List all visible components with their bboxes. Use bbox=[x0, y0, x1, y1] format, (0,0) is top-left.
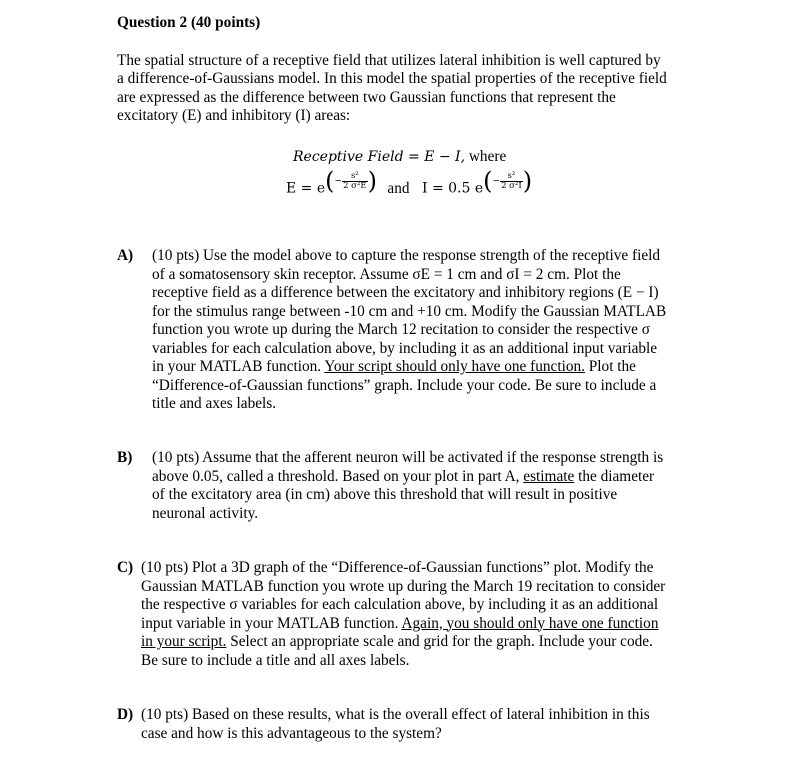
i-denominator: 2 σ²I bbox=[501, 180, 522, 191]
question-a-line-7 bbox=[152, 358, 712, 377]
question-a-line-7-pre: in your MATLAB function. bbox=[152, 358, 322, 375]
question-a-line: function you wrote up during the March 12 recitation to consider the respective σ bbox=[152, 321, 651, 338]
question-b-label: B) bbox=[117, 449, 133, 466]
question-a-line: variables for each calculation above, by including it as an additional input variable bbox=[152, 339, 658, 357]
question-d-line: (10 pts) Based on these results, what is the overall effect of lateral inhibition in this bbox=[141, 706, 650, 723]
i-minus: − bbox=[492, 176, 501, 187]
question-c-line-4 bbox=[141, 615, 701, 634]
question-b-line: (10 pts) Assume that the afferent neuron will be activated if the response strength is bbox=[152, 449, 664, 466]
question-b-line-2-pre: above 0.05, called a threshold. Based on your plot in part A, bbox=[152, 467, 520, 485]
and-text: and bbox=[387, 179, 410, 197]
i-numerator: s² bbox=[500, 172, 523, 182]
question-a-line: title and axes labels. bbox=[152, 395, 277, 412]
question-c-one-function-note: Again, you should only have one function bbox=[401, 614, 659, 632]
receptive-field-formula: Receptive Field = E − I, bbox=[293, 149, 466, 165]
intro-line-1: The spatial structure of a receptive field that utilizes lateral inhibition is well captured by bbox=[117, 52, 661, 69]
question-a-line: for the stimulus range between -10 cm and +10 cm. Modify the Gaussian MATLAB bbox=[152, 302, 667, 320]
question-title: Question 2 (40 points) bbox=[117, 14, 261, 31]
question-c-in-script-note: in your script. bbox=[141, 633, 227, 650]
e-exponent: (− $\frac{\text{s²}}{\text{2 σ²E}}$ ) bbox=[325, 167, 377, 195]
intro-line-4: excitatory (E) and inhibitory (I) areas: bbox=[117, 107, 351, 124]
question-c-line: Gaussian MATLAB function you wrote up during the March 19 recitation to consider bbox=[141, 577, 666, 595]
e-denominator: 2 σ²E bbox=[343, 180, 367, 191]
question-c-line-5-post: Select an appropriate scale and grid for the graph. Include your code. bbox=[230, 633, 653, 650]
question-b-text bbox=[152, 449, 712, 523]
question-d-line: case and how is this advantageous to the system? bbox=[141, 724, 442, 742]
question-a-text bbox=[152, 247, 712, 414]
question-a-line: (10 pts) Use the model above to capture the response strength of the receptive field bbox=[152, 247, 661, 264]
question-a-one-function-note: Your script should only have one function. bbox=[324, 358, 585, 375]
intro-line-2: a difference-of-Gaussians model. In this model the spatial properties of the receptive field bbox=[117, 70, 667, 87]
question-a-line-7-post: Plot the bbox=[588, 358, 636, 375]
question-b-line-2 bbox=[152, 468, 712, 487]
question-a-label: A) bbox=[117, 247, 134, 264]
question-b-line: of the excitatory area (in cm) above this threshold that will result in positive bbox=[152, 486, 618, 503]
where-text: where bbox=[468, 148, 507, 165]
question-d-label: D) bbox=[117, 706, 134, 723]
question-d-text bbox=[141, 706, 701, 743]
question-a-line: of a somatosensory skin receptor. Assume σE = 1 cm and σI = 2 cm. Plot the bbox=[152, 265, 621, 283]
receptive-field-equation bbox=[293, 148, 506, 166]
question-a-line: receptive field as a difference between the excitatory and inhibitory regions (E − I) bbox=[152, 284, 659, 301]
question-a-line: “Difference-of-Gaussian functions” graph. Include your code. Be sure to include a bbox=[152, 376, 657, 394]
question-c-line: the respective σ variables for each calculation above, by including it as an additional bbox=[141, 596, 659, 613]
question-b-estimate-word: estimate bbox=[523, 467, 575, 485]
question-c-line-5 bbox=[141, 633, 701, 652]
question-c-label: C) bbox=[117, 559, 134, 576]
e-minus: − bbox=[334, 176, 343, 187]
question-c-line: (10 pts) Plot a 3D graph of the “Difference-of-Gaussian functions” plot. Modify the bbox=[141, 559, 654, 576]
intro-line-3: are expressed as the difference between two Gaussian functions that represent the bbox=[117, 89, 616, 106]
e-equation-lhs: E = e bbox=[286, 180, 326, 197]
i-equation-lhs: I = 0.5 e bbox=[421, 180, 484, 197]
gaussian-equations bbox=[286, 167, 533, 204]
question-b-line: neuronal activity. bbox=[152, 504, 259, 522]
question-c-text bbox=[141, 559, 701, 670]
question-c-line-4-pre: input variable in your MATLAB function. bbox=[141, 614, 399, 632]
question-c-line: Be sure to include a title and all axes labels. bbox=[141, 651, 410, 669]
i-exponent: (− $\frac{\text{s²}}{\text{2 σ²I}}$ ) bbox=[483, 167, 533, 195]
question-b-line-2-post: the diameter bbox=[578, 467, 655, 485]
e-numerator: s² bbox=[342, 172, 368, 182]
